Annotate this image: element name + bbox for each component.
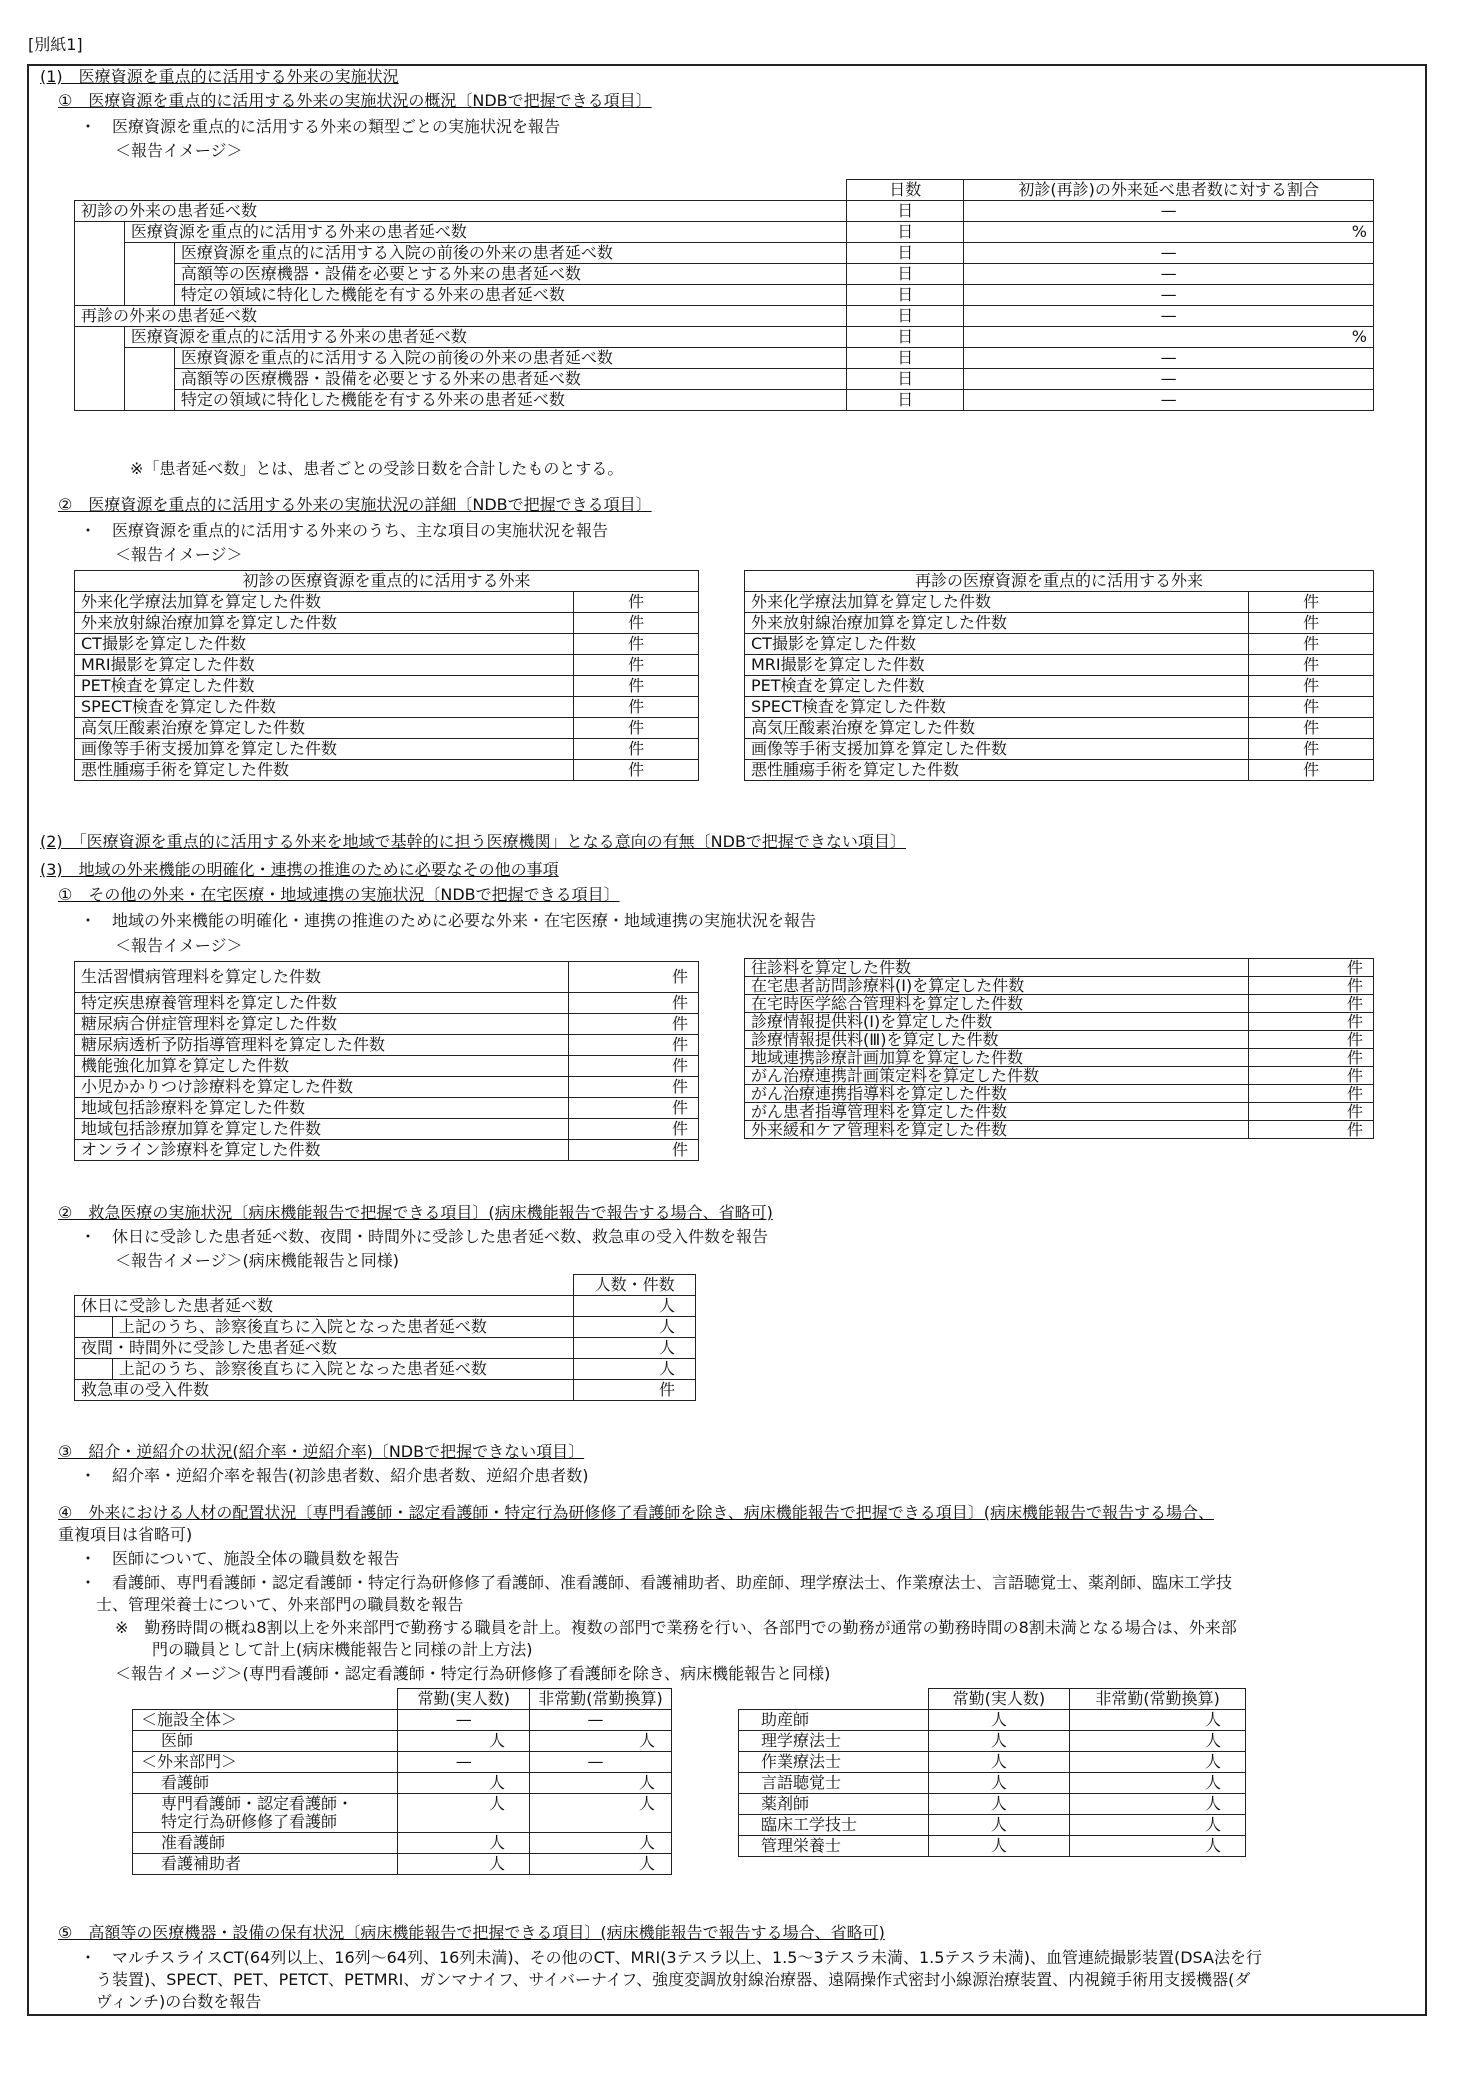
overview-row-unit: 日 <box>847 390 964 411</box>
item-row <box>745 718 1374 739</box>
item-label: がん治療連携指導料を算定した件数 <box>745 1085 1249 1103</box>
overview-row-unit: 日 <box>847 285 964 306</box>
item-unit: 件 <box>1249 739 1374 760</box>
overview-row-ratio: % <box>964 327 1374 348</box>
staff-row-part: 人 <box>1070 1731 1246 1752</box>
overview-row-label: 特定の領域に特化した機能を有する外来の患者延べ数 <box>174 285 847 306</box>
item-row <box>75 676 699 697</box>
staff-row <box>133 1773 672 1794</box>
item-label: 外来化学療法加算を算定した件数 <box>745 592 1249 613</box>
section-1-2-bullet: ・ 医療資源を重点的に活用する外来のうち、主な項目の実施状況を報告 <box>80 521 609 540</box>
item-row <box>745 1067 1374 1085</box>
section-1-1-note: ※「患者延べ数」とは、患者ごとの受診日数を合計したものとする。 <box>130 459 624 478</box>
overview-indent <box>124 390 174 411</box>
home-care-table <box>744 958 1374 1139</box>
item-label: がん患者指導管理料を算定した件数 <box>745 1103 1249 1121</box>
item-row <box>75 1056 699 1077</box>
item-unit: 件 <box>1249 995 1374 1013</box>
staff-row-full: 人 <box>928 1752 1070 1773</box>
staff-row-label-text: 看護師 <box>161 1773 210 1792</box>
overview-row-ratio: — <box>964 348 1374 369</box>
overview-row-ratio: % <box>964 222 1374 243</box>
staff-row-label: 薬剤師 <box>739 1794 929 1815</box>
item-label: 診療情報提供料(Ⅲ)を算定した件数 <box>745 1031 1249 1049</box>
staff-row-label-text: 准看護師 <box>161 1833 226 1852</box>
item-row <box>745 1049 1374 1067</box>
section-3-4-title-cont: 重複項目は省略可) <box>58 1525 193 1544</box>
overview-col-days: 日数 <box>847 180 964 201</box>
overview-row-unit: 日 <box>847 369 964 390</box>
item-row <box>75 655 699 676</box>
item-unit: 件 <box>569 1035 699 1056</box>
section-3-4-note-cont: 門の職員として計上(病床機能報告と同様の計上方法) <box>152 1640 533 1659</box>
staff-right-table <box>738 1688 1246 1857</box>
overview-row-label: 初診の外来の患者延べ数 <box>75 201 847 222</box>
overview-row <box>75 327 1374 348</box>
overview-row-ratio: — <box>964 264 1374 285</box>
item-label: がん治療連携計画策定料を算定した件数 <box>745 1067 1249 1085</box>
staff-row-part: 人 <box>1070 1752 1246 1773</box>
emergency-row-label: 休日に受診した患者延べ数 <box>75 1296 574 1317</box>
revisit-table <box>744 570 1374 781</box>
item-label: 在宅時医学総合管理料を算定した件数 <box>745 995 1249 1013</box>
item-label: 地域包括診療加算を算定した件数 <box>75 1119 569 1140</box>
first-visit-table <box>74 570 699 781</box>
emergency-row-unit: 人 <box>574 1317 696 1338</box>
staff-row-part: 人 <box>1070 1836 1246 1857</box>
staff-row-full: 人 <box>398 1794 530 1833</box>
section-3-4-bullet-1: ・ 医師について、施設全体の職員数を報告 <box>80 1549 400 1568</box>
item-row <box>745 697 1374 718</box>
overview-row-unit: 日 <box>847 201 964 222</box>
item-unit: 件 <box>1249 1103 1374 1121</box>
item-row <box>745 634 1374 655</box>
staff-row <box>133 1833 672 1854</box>
overview-row-ratio: — <box>964 243 1374 264</box>
item-row <box>745 1013 1374 1031</box>
item-row <box>75 760 699 781</box>
overview-indent <box>124 348 174 369</box>
item-row <box>75 962 699 993</box>
item-label: 悪性腫瘍手術を算定した件数 <box>75 760 574 781</box>
overview-row-ratio: — <box>964 201 1374 222</box>
staff-row <box>133 1710 672 1731</box>
staff-row-part: — <box>530 1752 672 1773</box>
item-row <box>745 995 1374 1013</box>
emergency-indent <box>75 1317 113 1338</box>
section-3-3-bullet: ・ 紹介率・逆紹介率を報告(初診患者数、紹介患者数、逆紹介患者数) <box>80 1466 589 1485</box>
overview-indent <box>124 243 174 264</box>
staff-row-part: 人 <box>1070 1794 1246 1815</box>
staff-row-part: 人 <box>530 1854 672 1875</box>
overview-indent <box>75 390 125 411</box>
section-3-2-image-label: ＜報告イメージ＞(病床機能報告と同様) <box>115 1251 400 1270</box>
item-label: 特定疾患療養管理料を算定した件数 <box>75 993 569 1014</box>
item-label: 機能強化加算を算定した件数 <box>75 1056 569 1077</box>
section-1-1-bullet: ・ 医療資源を重点的に活用する外来の類型ごとの実施状況を報告 <box>80 117 561 136</box>
staff-row-label: 管理栄養士 <box>739 1836 929 1857</box>
emergency-row <box>75 1296 696 1317</box>
section-3-1-title: ① その他の外来・在宅医療・地域連携の実施状況〔NDBで把握できる項目〕 <box>58 885 620 904</box>
overview-indent <box>75 285 125 306</box>
staff-row-full: — <box>398 1752 530 1773</box>
staff-row-label-text: 医師 <box>161 1731 194 1750</box>
staff-row-label: 理学療法士 <box>739 1731 929 1752</box>
overview-row-ratio: — <box>964 390 1374 411</box>
item-label: 往診料を算定した件数 <box>745 959 1249 977</box>
staff-row-label: 言語聴覚士 <box>739 1773 929 1794</box>
item-row <box>75 1035 699 1056</box>
staff-row-full: 人 <box>928 1731 1070 1752</box>
overview-row <box>75 369 1374 390</box>
item-row <box>745 977 1374 995</box>
item-row <box>745 1103 1374 1121</box>
section-1-1-image-label: ＜報告イメージ＞ <box>115 141 243 160</box>
item-row <box>745 739 1374 760</box>
overview-row-label: 再診の外来の患者延べ数 <box>75 306 847 327</box>
emergency-row-unit: 人 <box>574 1359 696 1380</box>
overview-indent <box>75 243 125 264</box>
item-row <box>745 959 1374 977</box>
item-label: 小児かかりつけ診療料を算定した件数 <box>75 1077 569 1098</box>
overview-row-label: 高額等の医療機器・設備を必要とする外来の患者延べ数 <box>174 264 847 285</box>
item-unit: 件 <box>1249 1013 1374 1031</box>
staff-row-full: 人 <box>928 1773 1070 1794</box>
item-label: 外来化学療法加算を算定した件数 <box>75 592 574 613</box>
overview-row-label: 医療資源を重点的に活用する入院の前後の外来の患者延べ数 <box>174 348 847 369</box>
item-label: 診療情報提供料(Ⅰ)を算定した件数 <box>745 1013 1249 1031</box>
item-unit: 件 <box>1249 1067 1374 1085</box>
staff-row-part: 人 <box>1070 1710 1246 1731</box>
revisit-header: 再診の医療資源を重点的に活用する外来 <box>745 571 1374 592</box>
staff-row-part: 人 <box>530 1833 672 1854</box>
item-row <box>75 1098 699 1119</box>
emergency-indent <box>75 1359 113 1380</box>
item-row <box>75 1119 699 1140</box>
overview-row-ratio: — <box>964 285 1374 306</box>
staff-row <box>739 1731 1246 1752</box>
item-unit: 件 <box>574 613 699 634</box>
item-unit: 件 <box>1249 760 1374 781</box>
staff-row-full: 人 <box>928 1836 1070 1857</box>
section-3-title: (3) 地域の外来機能の明確化・連携の推進のために必要なその他の事項 <box>40 860 559 879</box>
item-unit: 件 <box>569 993 699 1014</box>
emergency-row-unit: 人 <box>574 1296 696 1317</box>
overview-row <box>75 285 1374 306</box>
item-row <box>745 592 1374 613</box>
item-row <box>75 993 699 1014</box>
item-unit: 件 <box>574 676 699 697</box>
item-unit: 件 <box>569 1077 699 1098</box>
emergency-row-label: 上記のうち、診察後直ちに入院となった患者延べ数 <box>112 1359 573 1380</box>
staff-row-part: 人 <box>530 1794 672 1833</box>
item-unit: 件 <box>1249 676 1374 697</box>
item-label: 高気圧酸素治療を算定した件数 <box>745 718 1249 739</box>
staff-left-table <box>132 1688 672 1875</box>
item-row <box>75 1077 699 1098</box>
item-unit: 件 <box>574 760 699 781</box>
overview-indent <box>75 369 125 390</box>
staff-row-label-text: 特定行為研修修了看護師 <box>161 1812 338 1831</box>
item-unit: 件 <box>1249 697 1374 718</box>
overview-row <box>75 306 1374 327</box>
staff-row-part: 人 <box>530 1731 672 1752</box>
item-label: 外来緩和ケア管理料を算定した件数 <box>745 1121 1249 1139</box>
item-unit: 件 <box>1249 977 1374 995</box>
item-label: CT撮影を算定した件数 <box>745 634 1249 655</box>
emergency-row <box>75 1359 696 1380</box>
staff-row-label: 助産師 <box>739 1710 929 1731</box>
section-3-1-bullet: ・ 地域の外来機能の明確化・連携の推進のために必要な外来・在宅医療・地域連携の実施状況を報告 <box>80 911 817 930</box>
emergency-row-label: 救急車の受入件数 <box>75 1380 574 1401</box>
staff-row <box>739 1815 1246 1836</box>
overview-row-label: 医療資源を重点的に活用する外来の患者延べ数 <box>124 327 846 348</box>
item-label: 糖尿病合併症管理料を算定した件数 <box>75 1014 569 1035</box>
staff-row-label-text: ＜施設全体＞ <box>141 1710 238 1729</box>
overview-row-unit: 日 <box>847 327 964 348</box>
overview-row-unit: 日 <box>847 222 964 243</box>
item-label: 高気圧酸素治療を算定した件数 <box>75 718 574 739</box>
staff-row-full: 人 <box>398 1854 530 1875</box>
item-row <box>75 718 699 739</box>
staff-row-label <box>133 1794 398 1833</box>
staff-row-full: — <box>398 1710 530 1731</box>
section-3-5-title: ⑤ 高額等の医療機器・設備の保有状況〔病床機能報告で把握できる項目〕(病床機能報告で報告する場合、省略可) <box>58 1923 885 1942</box>
section-1-title: (1) 医療資源を重点的に活用する外来の実施状況 <box>40 67 399 86</box>
staff-row-label <box>133 1833 398 1854</box>
item-unit: 件 <box>1249 613 1374 634</box>
staff-right-col-part: 非常勤(常勤換算) <box>1070 1689 1246 1710</box>
overview-row-label: 医療資源を重点的に活用する入院の前後の外来の患者延べ数 <box>174 243 847 264</box>
emergency-row-unit: 人 <box>574 1338 696 1359</box>
staff-row <box>739 1752 1246 1773</box>
overview-col-ratio: 初診(再診)の外来延べ患者数に対する割合 <box>964 180 1374 201</box>
item-unit: 件 <box>569 1014 699 1035</box>
staff-row-label: 作業療法士 <box>739 1752 929 1773</box>
emergency-col-count: 人数・件数 <box>574 1275 696 1296</box>
staff-row-full: 人 <box>928 1815 1070 1836</box>
other-outpatient-table <box>74 961 699 1161</box>
item-unit: 件 <box>569 1098 699 1119</box>
overview-row-ratio: — <box>964 369 1374 390</box>
item-label: オンライン診療料を算定した件数 <box>75 1140 569 1161</box>
item-unit: 件 <box>569 1119 699 1140</box>
overview-row <box>75 201 1374 222</box>
staff-row <box>133 1731 672 1752</box>
item-label: SPECT検査を算定した件数 <box>745 697 1249 718</box>
staff-right-col-full: 常勤(実人数) <box>928 1689 1070 1710</box>
item-row <box>75 1014 699 1035</box>
item-row <box>745 1031 1374 1049</box>
staff-row-label-text: 専門看護師・認定看護師・ <box>161 1794 354 1813</box>
item-label: 生活習慣病管理料を算定した件数 <box>75 962 569 993</box>
item-unit: 件 <box>574 592 699 613</box>
overview-indent <box>124 285 174 306</box>
item-unit: 件 <box>1249 1121 1374 1139</box>
staff-row <box>133 1854 672 1875</box>
item-unit: 件 <box>1249 959 1374 977</box>
item-unit: 件 <box>569 1056 699 1077</box>
overview-row-ratio: — <box>964 306 1374 327</box>
section-2-title: (2) 「医療資源を重点的に活用する外来を地域で基幹的に担う医療機関」となる意向の有無〔NDBで把握できない項目〕 <box>40 832 906 851</box>
item-unit: 件 <box>1249 634 1374 655</box>
overview-indent <box>75 264 125 285</box>
emergency-table <box>74 1274 696 1401</box>
staff-row <box>739 1794 1246 1815</box>
section-3-2-bullet: ・ 休日に受診した患者延べ数、夜間・時間外に受診した患者延べ数、救急車の受入件数を報告 <box>80 1227 769 1246</box>
item-label: 地域連携診療計画加算を算定した件数 <box>745 1049 1249 1067</box>
section-3-4-image-label: ＜報告イメージ＞(専門看護師・認定看護師・特定行為研修修了看護師を除き、病床機能報告と同様) <box>115 1664 831 1683</box>
item-unit: 件 <box>1249 1031 1374 1049</box>
item-row <box>745 760 1374 781</box>
overview-row-label: 高額等の医療機器・設備を必要とする外来の患者延べ数 <box>174 369 847 390</box>
overview-row <box>75 243 1374 264</box>
emergency-row-label: 上記のうち、診察後直ちに入院となった患者延べ数 <box>112 1317 573 1338</box>
overview-indent <box>75 222 125 243</box>
item-row <box>75 1140 699 1161</box>
staff-row <box>739 1836 1246 1857</box>
item-label: 画像等手術支援加算を算定した件数 <box>75 739 574 760</box>
section-1-1-title: ① 医療資源を重点的に活用する外来の実施状況の概況〔NDBで把握できる項目〕 <box>58 91 652 110</box>
staff-left-col-full: 常勤(実人数) <box>398 1689 530 1710</box>
item-unit: 件 <box>574 655 699 676</box>
item-row <box>745 676 1374 697</box>
staff-row-part: 人 <box>1070 1773 1246 1794</box>
emergency-row <box>75 1338 696 1359</box>
item-unit: 件 <box>569 962 699 993</box>
staff-row-label <box>133 1752 398 1773</box>
emergency-row-unit: 件 <box>574 1380 696 1401</box>
first-visit-header: 初診の医療資源を重点的に活用する外来 <box>75 571 699 592</box>
section-3-4-title: ④ 外来における人材の配置状況〔専門看護師・認定看護師・特定行為研修修了看護師を除き、病床機能報告で把握できる項目〕(病床機能報告で報告する場合、 <box>58 1503 1214 1522</box>
overview-table <box>74 179 1374 411</box>
overview-row-unit: 日 <box>847 264 964 285</box>
item-label: 画像等手術支援加算を算定した件数 <box>745 739 1249 760</box>
item-row <box>75 634 699 655</box>
section-3-1-image-label: ＜報告イメージ＞ <box>115 936 243 955</box>
staff-row-label <box>133 1773 398 1794</box>
item-unit: 件 <box>574 697 699 718</box>
item-label: 外来放射線治療加算を算定した件数 <box>75 613 574 634</box>
section-1-2-title: ② 医療資源を重点的に活用する外来の実施状況の詳細〔NDBで把握できる項目〕 <box>58 495 652 514</box>
staff-row-label <box>133 1710 398 1731</box>
item-row <box>75 697 699 718</box>
item-label: SPECT検査を算定した件数 <box>75 697 574 718</box>
overview-indent <box>75 348 125 369</box>
item-label: 悪性腫瘍手術を算定した件数 <box>745 760 1249 781</box>
overview-row-label: 特定の領域に特化した機能を有する外来の患者延べ数 <box>174 390 847 411</box>
item-label: 糖尿病透析予防指導管理料を算定した件数 <box>75 1035 569 1056</box>
item-label: PET検査を算定した件数 <box>745 676 1249 697</box>
item-unit: 件 <box>1249 592 1374 613</box>
item-unit: 件 <box>1249 655 1374 676</box>
emergency-row <box>75 1317 696 1338</box>
overview-row-unit: 日 <box>847 243 964 264</box>
staff-row-full: 人 <box>928 1794 1070 1815</box>
emergency-table-blank <box>75 1275 574 1296</box>
section-3-5-line-2: う装置)、SPECT、PET、PETCT、PETMRI、ガンマナイフ、サイバーナイフ、強度変調放射線治療器、遠隔操作式密封小線源治療装置、内視鏡手術用支援機器(ダ <box>96 1970 1251 1989</box>
staff-row-full: 人 <box>928 1710 1070 1731</box>
item-label: MRI撮影を算定した件数 <box>75 655 574 676</box>
overview-row-label: 医療資源を重点的に活用する外来の患者延べ数 <box>124 222 846 243</box>
staff-right-blank <box>739 1689 929 1710</box>
item-row <box>745 1085 1374 1103</box>
staff-row-part: — <box>530 1710 672 1731</box>
overview-indent <box>124 264 174 285</box>
section-3-5-line-3: ヴィンチ)の台数を報告 <box>96 1992 262 2011</box>
item-label: 地域包括診療料を算定した件数 <box>75 1098 569 1119</box>
item-label: PET検査を算定した件数 <box>75 676 574 697</box>
emergency-row-label: 夜間・時間外に受診した患者延べ数 <box>75 1338 574 1359</box>
item-label: CT撮影を算定した件数 <box>75 634 574 655</box>
section-3-4-note: ※ 勤務時間の概ね8割以上を外来部門で勤務する職員を計上。複数の部門で業務を行い、各部門での勤務が通常の勤務時間の8割未満となる場合は、外来部 <box>115 1618 1237 1637</box>
staff-row <box>739 1710 1246 1731</box>
item-row <box>75 739 699 760</box>
staff-row-label <box>133 1854 398 1875</box>
staff-row-label-text: ＜外来部門＞ <box>141 1752 238 1771</box>
item-row <box>745 613 1374 634</box>
staff-row-label <box>133 1731 398 1752</box>
staff-row-label-text: 看護補助者 <box>161 1854 242 1873</box>
item-unit: 件 <box>1249 718 1374 739</box>
overview-row-unit: 日 <box>847 306 964 327</box>
item-unit: 件 <box>569 1140 699 1161</box>
item-row <box>745 655 1374 676</box>
item-row <box>75 592 699 613</box>
staff-row-label: 臨床工学技士 <box>739 1815 929 1836</box>
staff-row-full: 人 <box>398 1731 530 1752</box>
document-label: [別紙1] <box>28 35 83 54</box>
item-unit: 件 <box>574 718 699 739</box>
overview-indent <box>124 369 174 390</box>
section-3-2-title: ② 救急医療の実施状況〔病床機能報告で把握できる項目〕(病床機能報告で報告する場合、省略可) <box>58 1203 773 1222</box>
overview-indent <box>75 327 125 348</box>
item-unit: 件 <box>1249 1085 1374 1103</box>
staff-left-col-part: 非常勤(常勤換算) <box>530 1689 672 1710</box>
item-label: MRI撮影を算定した件数 <box>745 655 1249 676</box>
staff-row-part: 人 <box>1070 1815 1246 1836</box>
staff-row <box>739 1773 1246 1794</box>
item-unit: 件 <box>1249 1049 1374 1067</box>
section-3-4-bullet-2: ・ 看護師、専門看護師・認定看護師・特定行為研修修了看護師、准看護師、看護補助者、助産師、理学療法士、作業療法士、言語聴覚士、薬剤師、臨床工学技 <box>80 1573 1233 1592</box>
item-row <box>75 613 699 634</box>
staff-row-full: 人 <box>398 1773 530 1794</box>
item-unit: 件 <box>574 634 699 655</box>
overview-table-blank <box>75 180 847 201</box>
staff-row <box>133 1752 672 1773</box>
overview-row <box>75 222 1374 243</box>
item-label: 在宅患者訪問診療料(Ⅰ)を算定した件数 <box>745 977 1249 995</box>
section-3-4-bullet-2-cont: 士、管理栄養士について、外来部門の職員数を報告 <box>96 1595 464 1614</box>
section-3-3-title: ③ 紹介・逆紹介の状況(紹介率・逆紹介率)〔NDBで把握できない項目〕 <box>58 1442 585 1461</box>
item-unit: 件 <box>574 739 699 760</box>
overview-row <box>75 348 1374 369</box>
staff-row-part: 人 <box>530 1773 672 1794</box>
overview-row-unit: 日 <box>847 348 964 369</box>
item-label: 外来放射線治療加算を算定した件数 <box>745 613 1249 634</box>
overview-row <box>75 390 1374 411</box>
overview-row <box>75 264 1374 285</box>
section-3-5-line-1: ・ マルチスライスCT(64列以上、16列～64列、16列未満)、その他のCT、MRI(3テスラ以上、1.5～3テスラ未満、1.5テスラ未満)、血管連続撮影装置(DSA法を行 <box>80 1948 1262 1967</box>
section-1-2-image-label: ＜報告イメージ＞ <box>115 545 243 564</box>
staff-row-full: 人 <box>398 1833 530 1854</box>
emergency-row <box>75 1380 696 1401</box>
item-row <box>745 1121 1374 1139</box>
staff-row <box>133 1794 672 1833</box>
staff-left-blank <box>133 1689 398 1710</box>
